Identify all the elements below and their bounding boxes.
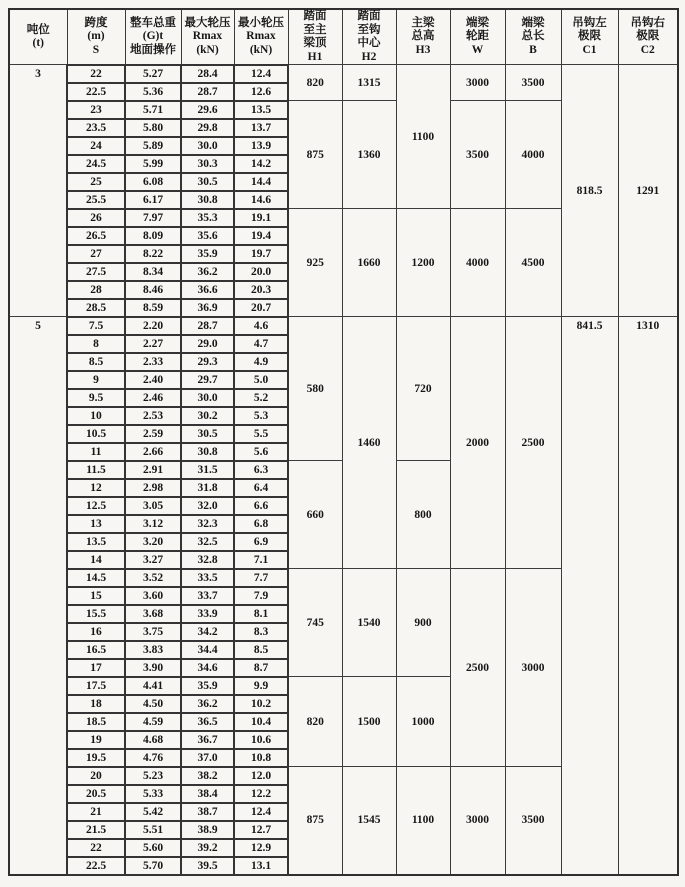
weight-cell: 6.08 [125, 173, 181, 191]
rmax-cell: 30.5 [181, 173, 234, 191]
rmin-cell: 19.1 [234, 209, 288, 227]
h2-cell: 1660 [342, 209, 396, 317]
rmax-cell: 28.7 [181, 83, 234, 101]
rmax-cell: 36.6 [181, 281, 234, 299]
rmin-cell: 7.7 [234, 569, 288, 587]
span-cell: 8.5 [67, 353, 125, 371]
col-header-h2-line: 踏面 [357, 10, 381, 22]
col-header-h2 [342, 9, 396, 65]
rmin-cell: 4.6 [234, 317, 288, 335]
weight-cell: 5.89 [125, 137, 181, 155]
col-header-rmax-line: 最大轮压 [184, 16, 231, 29]
weight-cell: 3.90 [125, 659, 181, 677]
weight-cell: 5.70 [125, 857, 181, 875]
b-cell: 3500 [505, 65, 561, 101]
span-cell: 15 [67, 587, 125, 605]
weight-cell: 5.27 [125, 65, 181, 83]
c2-cell: 1291 [618, 65, 678, 317]
col-header-rmax-line: Rmax [192, 30, 223, 42]
rmax-cell: 35.3 [181, 209, 234, 227]
rmin-cell: 4.9 [234, 353, 288, 371]
span-cell: 15.5 [67, 605, 125, 623]
weight-cell: 4.68 [125, 731, 181, 749]
rmin-cell: 13.9 [234, 137, 288, 155]
rmin-cell: 14.6 [234, 191, 288, 209]
span-cell: 24 [67, 137, 125, 155]
h2-cell: 1540 [342, 569, 396, 677]
span-cell: 12.5 [67, 497, 125, 515]
rmin-cell: 10.4 [234, 713, 288, 731]
rmax-cell: 39.5 [181, 857, 234, 875]
rmin-cell: 20.3 [234, 281, 288, 299]
c1-cell: 841.5 [561, 317, 618, 875]
span-cell: 18.5 [67, 713, 125, 731]
rmax-cell: 38.7 [181, 803, 234, 821]
rmin-cell: 6.4 [234, 479, 288, 497]
rmin-cell: 5.5 [234, 425, 288, 443]
span-cell: 25.5 [67, 191, 125, 209]
rmax-cell: 33.7 [181, 587, 234, 605]
rmax-cell: 32.8 [181, 551, 234, 569]
col-header-h3-line: H3 [415, 43, 431, 56]
h3-cell: 720 [396, 317, 450, 461]
weight-cell: 3.27 [125, 551, 181, 569]
rmax-cell: 29.0 [181, 335, 234, 353]
col-header-tonnage-line: (t) [32, 37, 44, 49]
b-cell: 2500 [505, 317, 561, 569]
col-header-span-line: 跨度 [84, 16, 108, 29]
weight-cell: 3.12 [125, 515, 181, 533]
h2-cell: 1315 [342, 65, 396, 101]
span-cell: 27 [67, 245, 125, 263]
weight-cell: 2.27 [125, 335, 181, 353]
span-cell: 17.5 [67, 677, 125, 695]
rmin-cell: 10.8 [234, 749, 288, 767]
span-cell: 13.5 [67, 533, 125, 551]
rmin-cell: 8.5 [234, 641, 288, 659]
w-cell: 2500 [450, 569, 505, 767]
col-header-c2 [618, 9, 678, 65]
col-header-w-line: 轮距 [466, 30, 489, 43]
col-header-weight [125, 9, 181, 65]
span-cell: 8 [67, 335, 125, 353]
rmax-cell: 39.2 [181, 839, 234, 857]
weight-cell: 5.60 [125, 839, 181, 857]
col-header-span [67, 9, 125, 65]
col-header-rmin-line: 最小轮压 [238, 16, 284, 29]
rmax-cell: 29.3 [181, 353, 234, 371]
h1-cell: 820 [288, 677, 342, 767]
h3-cell: 1000 [396, 677, 450, 767]
col-header-weight-line: 地面操作 [130, 43, 176, 56]
span-cell: 10 [67, 407, 125, 425]
weight-cell: 6.17 [125, 191, 181, 209]
rmax-cell: 30.3 [181, 155, 234, 173]
rmin-cell: 14.4 [234, 173, 288, 191]
rmax-cell: 33.9 [181, 605, 234, 623]
span-cell: 27.5 [67, 263, 125, 281]
rmin-cell: 20.7 [234, 299, 288, 317]
h1-cell: 875 [288, 101, 342, 209]
weight-cell: 2.33 [125, 353, 181, 371]
col-header-rmax [181, 9, 234, 65]
span-cell: 14.5 [67, 569, 125, 587]
rmax-cell: 30.0 [181, 389, 234, 407]
col-header-h3-line: 总高 [411, 30, 435, 43]
rmin-cell: 10.2 [234, 695, 288, 713]
col-header-c2-line: 吊钩右 [630, 16, 665, 29]
rmax-cell: 36.2 [181, 263, 234, 281]
c1-cell: 818.5 [561, 65, 618, 317]
span-cell: 20 [67, 767, 125, 785]
rmin-cell: 12.9 [234, 839, 288, 857]
col-header-b-line: 端梁 [521, 16, 545, 29]
rmax-cell: 35.9 [181, 245, 234, 263]
col-header-span-line: S [92, 43, 100, 56]
weight-cell: 3.83 [125, 641, 181, 659]
w-cell: 3500 [450, 101, 505, 209]
span-cell: 18 [67, 695, 125, 713]
rmax-cell: 38.2 [181, 767, 234, 785]
weight-cell: 2.46 [125, 389, 181, 407]
span-cell: 11.5 [67, 461, 125, 479]
rmin-cell: 20.0 [234, 263, 288, 281]
rmin-cell: 7.1 [234, 551, 288, 569]
rmin-cell: 5.3 [234, 407, 288, 425]
span-cell: 23 [67, 101, 125, 119]
rmin-cell: 12.0 [234, 767, 288, 785]
h1-cell: 925 [288, 209, 342, 317]
weight-cell: 7.97 [125, 209, 181, 227]
rmax-cell: 36.5 [181, 713, 234, 731]
col-header-w-line: W [471, 43, 484, 56]
span-cell: 28 [67, 281, 125, 299]
rmin-cell: 13.1 [234, 857, 288, 875]
span-cell: 7.5 [67, 317, 125, 335]
col-header-c1-line: C1 [582, 43, 597, 56]
rmin-cell: 14.2 [234, 155, 288, 173]
table-row [9, 317, 678, 335]
weight-cell: 5.99 [125, 155, 181, 173]
span-cell: 19 [67, 731, 125, 749]
b-cell: 4000 [505, 101, 561, 209]
rmin-cell: 6.3 [234, 461, 288, 479]
col-header-w-line: 端梁 [466, 16, 489, 29]
span-cell: 24.5 [67, 155, 125, 173]
col-header-span-line: (m) [87, 30, 105, 42]
span-cell: 13 [67, 515, 125, 533]
col-header-h1 [288, 9, 342, 65]
tonnage-cell: 3 [9, 65, 67, 317]
rmax-cell: 31.5 [181, 461, 234, 479]
col-header-h1-line: 梁顶 [303, 37, 327, 49]
rmax-cell: 30.8 [181, 443, 234, 461]
span-cell: 17 [67, 659, 125, 677]
rmin-cell: 13.5 [234, 101, 288, 119]
rmax-cell: 30.0 [181, 137, 234, 155]
rmin-cell: 6.6 [234, 497, 288, 515]
weight-cell: 8.09 [125, 227, 181, 245]
span-cell: 25 [67, 173, 125, 191]
weight-cell: 4.76 [125, 749, 181, 767]
span-cell: 28.5 [67, 299, 125, 317]
rmax-cell: 29.7 [181, 371, 234, 389]
weight-cell: 8.34 [125, 263, 181, 281]
span-cell: 12 [67, 479, 125, 497]
span-cell: 26.5 [67, 227, 125, 245]
col-header-weight-line: (G)t [142, 30, 164, 42]
span-cell: 22.5 [67, 857, 125, 875]
span-cell: 26 [67, 209, 125, 227]
rmin-cell: 6.9 [234, 533, 288, 551]
w-cell: 2000 [450, 317, 505, 569]
rmax-cell: 34.6 [181, 659, 234, 677]
table-row [9, 65, 678, 83]
col-header-h1-line: 至主 [303, 23, 327, 36]
span-cell: 11 [67, 443, 125, 461]
rmax-cell: 36.7 [181, 731, 234, 749]
col-header-c2-line: 极限 [636, 30, 660, 43]
col-header-weight-line: 整车总重 [130, 16, 176, 29]
col-header-c1 [561, 9, 618, 65]
rmin-cell: 8.7 [234, 659, 288, 677]
rmin-cell: 19.7 [234, 245, 288, 263]
rmax-cell: 36.9 [181, 299, 234, 317]
span-cell: 9.5 [67, 389, 125, 407]
col-header-tonnage [9, 9, 67, 65]
rmax-cell: 32.3 [181, 515, 234, 533]
col-header-rmin [234, 9, 288, 65]
rmin-cell: 12.7 [234, 821, 288, 839]
weight-cell: 5.71 [125, 101, 181, 119]
weight-cell: 4.59 [125, 713, 181, 731]
rmax-cell: 35.9 [181, 677, 234, 695]
span-cell: 22.5 [67, 83, 125, 101]
c2-cell: 1310 [618, 317, 678, 875]
rmax-cell: 35.6 [181, 227, 234, 245]
weight-cell: 5.42 [125, 803, 181, 821]
rmax-cell: 38.9 [181, 821, 234, 839]
rmin-cell: 13.7 [234, 119, 288, 137]
rmin-cell: 10.6 [234, 731, 288, 749]
weight-cell: 8.46 [125, 281, 181, 299]
weight-cell: 3.75 [125, 623, 181, 641]
span-cell: 14 [67, 551, 125, 569]
col-header-c1-line: 吊钩左 [572, 16, 607, 29]
rmin-cell: 12.6 [234, 83, 288, 101]
rmin-cell: 8.1 [234, 605, 288, 623]
rmin-cell: 6.8 [234, 515, 288, 533]
span-cell: 22 [67, 65, 125, 83]
rmax-cell: 28.4 [181, 65, 234, 83]
rmax-cell: 28.7 [181, 317, 234, 335]
weight-cell: 2.66 [125, 443, 181, 461]
span-cell: 20.5 [67, 785, 125, 803]
col-header-tonnage-line: 吨位 [26, 23, 50, 36]
h2-cell: 1360 [342, 101, 396, 209]
span-cell: 22 [67, 839, 125, 857]
col-header-h2-line: 中心 [357, 37, 381, 49]
col-header-h2-line: 至钩 [357, 23, 381, 36]
rmax-cell: 36.2 [181, 695, 234, 713]
rmax-cell: 30.2 [181, 407, 234, 425]
h2-cell: 1500 [342, 677, 396, 767]
w-cell: 3000 [450, 767, 505, 875]
weight-cell: 4.41 [125, 677, 181, 695]
weight-cell: 5.36 [125, 83, 181, 101]
col-header-b-line: B [529, 43, 537, 56]
col-header-c1-line: 极限 [578, 30, 601, 43]
weight-cell: 2.40 [125, 371, 181, 389]
h3-cell: 900 [396, 569, 450, 677]
span-cell: 23.5 [67, 119, 125, 137]
b-cell: 4500 [505, 209, 561, 317]
rmin-cell: 12.2 [234, 785, 288, 803]
rmax-cell: 32.0 [181, 497, 234, 515]
weight-cell: 2.53 [125, 407, 181, 425]
rmax-cell: 29.8 [181, 119, 234, 137]
span-cell: 21 [67, 803, 125, 821]
col-header-h3-line: 主梁 [411, 16, 435, 29]
h1-cell: 745 [288, 569, 342, 677]
rmin-cell: 5.2 [234, 389, 288, 407]
col-header-c2-line: C2 [640, 43, 655, 56]
h3-cell: 1100 [396, 65, 450, 209]
weight-cell: 5.80 [125, 119, 181, 137]
rmax-cell: 31.8 [181, 479, 234, 497]
col-header-w [450, 9, 505, 65]
rmax-cell: 32.5 [181, 533, 234, 551]
rmax-cell: 33.5 [181, 569, 234, 587]
rmin-cell: 8.3 [234, 623, 288, 641]
h1-cell: 660 [288, 461, 342, 569]
span-cell: 19.5 [67, 749, 125, 767]
rmax-cell: 34.4 [181, 641, 234, 659]
col-header-rmin-line: (kN) [249, 43, 273, 56]
w-cell: 4000 [450, 209, 505, 317]
h3-cell: 800 [396, 461, 450, 569]
h1-cell: 875 [288, 767, 342, 875]
rmin-cell: 12.4 [234, 803, 288, 821]
rmax-cell: 29.6 [181, 101, 234, 119]
h1-cell: 820 [288, 65, 342, 101]
span-cell: 9 [67, 371, 125, 389]
span-cell: 16.5 [67, 641, 125, 659]
crane-spec-table [8, 8, 679, 876]
rmax-cell: 38.4 [181, 785, 234, 803]
h3-cell: 1200 [396, 209, 450, 317]
weight-cell: 5.33 [125, 785, 181, 803]
weight-cell: 3.60 [125, 587, 181, 605]
h1-cell: 580 [288, 317, 342, 461]
weight-cell: 2.59 [125, 425, 181, 443]
span-cell: 10.5 [67, 425, 125, 443]
h2-cell: 1460 [342, 317, 396, 569]
h2-cell: 1545 [342, 767, 396, 875]
col-header-b [505, 9, 561, 65]
rmin-cell: 5.6 [234, 443, 288, 461]
span-cell: 16 [67, 623, 125, 641]
col-header-h2-line: H2 [361, 50, 377, 63]
span-cell: 21.5 [67, 821, 125, 839]
weight-cell: 2.20 [125, 317, 181, 335]
rmin-cell: 5.0 [234, 371, 288, 389]
rmax-cell: 37.0 [181, 749, 234, 767]
weight-cell: 3.05 [125, 497, 181, 515]
weight-cell: 2.91 [125, 461, 181, 479]
rmax-cell: 30.5 [181, 425, 234, 443]
col-header-rmin-line: Rmax [246, 30, 276, 42]
weight-cell: 8.59 [125, 299, 181, 317]
w-cell: 3000 [450, 65, 505, 101]
col-header-h3 [396, 9, 450, 65]
rmax-cell: 34.2 [181, 623, 234, 641]
rmin-cell: 19.4 [234, 227, 288, 245]
weight-cell: 5.51 [125, 821, 181, 839]
col-header-b-line: 总长 [521, 30, 545, 43]
col-header-h1-line: 踏面 [303, 10, 327, 22]
header-row [9, 9, 678, 65]
b-cell: 3500 [505, 767, 561, 875]
weight-cell: 3.68 [125, 605, 181, 623]
weight-cell: 3.52 [125, 569, 181, 587]
weight-cell: 8.22 [125, 245, 181, 263]
b-cell: 3000 [505, 569, 561, 767]
weight-cell: 3.20 [125, 533, 181, 551]
tonnage-cell: 5 [9, 317, 67, 875]
col-header-rmax-line: (kN) [196, 43, 219, 56]
rmin-cell: 12.4 [234, 65, 288, 83]
rmin-cell: 9.9 [234, 677, 288, 695]
col-header-h1-line: H1 [307, 50, 323, 63]
h3-cell: 1100 [396, 767, 450, 875]
rmin-cell: 4.7 [234, 335, 288, 353]
weight-cell: 2.98 [125, 479, 181, 497]
rmin-cell: 7.9 [234, 587, 288, 605]
rmax-cell: 30.8 [181, 191, 234, 209]
weight-cell: 4.50 [125, 695, 181, 713]
weight-cell: 5.23 [125, 767, 181, 785]
